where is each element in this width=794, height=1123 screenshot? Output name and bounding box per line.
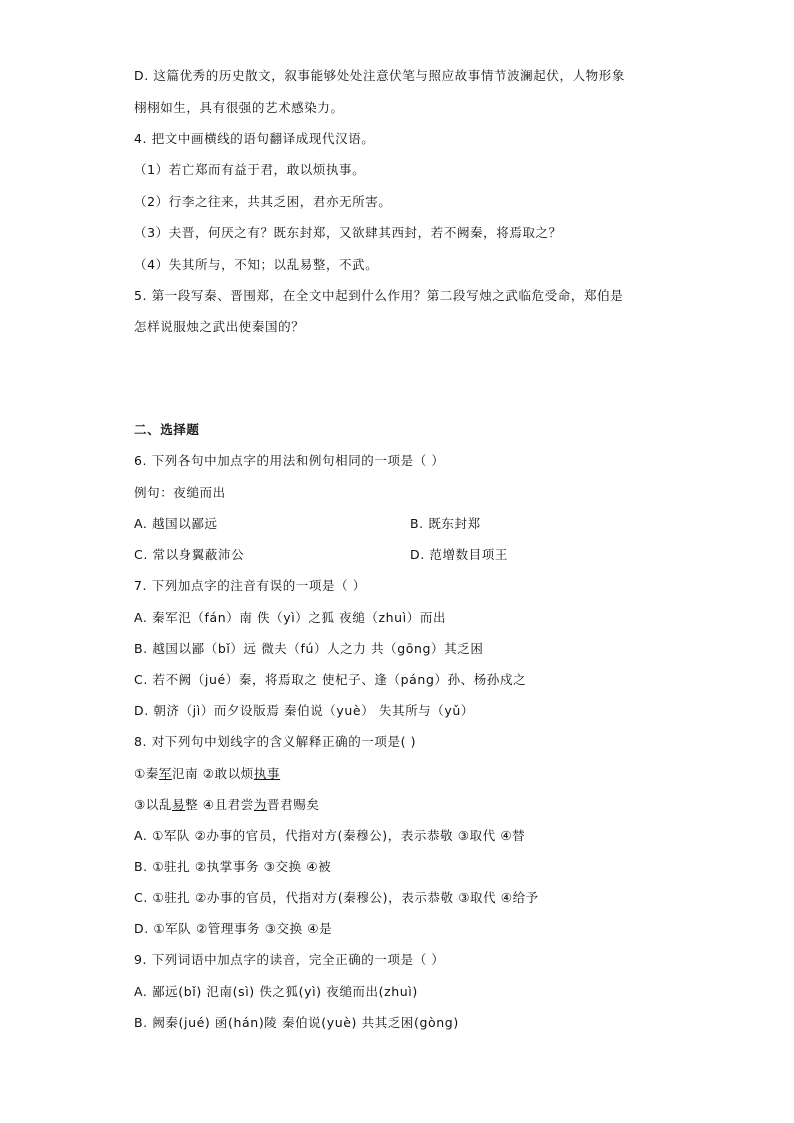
q3-option-d-line2: 栩栩如生，具有很强的艺术感染力。 bbox=[134, 100, 344, 115]
q8-s3-underlined: 易 bbox=[172, 797, 186, 812]
q8-s1-underlined: 军 bbox=[158, 766, 173, 781]
q8-s3-mid: 整 ④且君尝 bbox=[185, 797, 254, 812]
q5-line1: 5. 第一段写秦、晋围郑，在全文中起到什么作用？第二段写烛之武临危受命，郑伯是 bbox=[134, 288, 624, 303]
q8-option-d: D. ①军队 ②管理事务 ③交换 ④是 bbox=[134, 921, 333, 936]
q6-example: 例句：夜缒而出 bbox=[134, 485, 226, 500]
q8-s3-pre: ③以乱 bbox=[134, 797, 173, 812]
q9-option-b: B. 阙秦(jué) 函(hán)陵 秦伯说(yuè) 共其乏困(gòng) bbox=[134, 1015, 459, 1030]
q4-stem: 4. 把文中画横线的语句翻译成现代汉语。 bbox=[134, 131, 375, 146]
q3-option-d-line1: D. 这篇优秀的历史散文，叙事能够处处注意伏笔与照应故事情节波澜起伏，人物形象 bbox=[134, 68, 625, 83]
q8-s2-underlined: 执事 bbox=[253, 766, 281, 781]
section-title-choice: 二、选择题 bbox=[134, 422, 200, 437]
q9-stem: 9. 下列词语中加点字的读音，完全正确的一项是（ ） bbox=[134, 952, 445, 967]
q4-item-2: （2）行李之往来，共其乏困，君亦无所害。 bbox=[134, 194, 392, 209]
q9-option-a: A. 鄙远(bǐ) 氾南(sì) 佚之狐(yì) 夜缒而出(zhuì) bbox=[134, 984, 418, 999]
q8-s4-underlined: 为 bbox=[253, 797, 268, 812]
q7-option-d: D. 朝济（jì）而夕设版焉 秦伯说（yuè） 失其所与（yǔ） bbox=[134, 703, 474, 718]
q4-item-3: （3）夫晋，何厌之有？既东封郑，又欲肆其西封，若不阙秦，将焉取之？ bbox=[134, 225, 562, 240]
q7-option-c: C. 若不阙（jué）秦，将焉取之 使杞子、逢（páng）孙、杨孙戍之 bbox=[134, 672, 527, 687]
q8-s1-post: 氾南 ②敢以烦 bbox=[172, 766, 254, 781]
q8-option-a: A. ①军队 ②办事的官员，代指对方(秦穆公)，表示恭敬 ③取代 ④替 bbox=[134, 828, 526, 843]
q8-option-b: B. ①驻扎 ②执掌事务 ③交换 ④被 bbox=[134, 859, 332, 874]
q8-option-c: C. ①驻扎 ②办事的官员，代指对方(秦穆公)，表示恭敬 ③取代 ④给予 bbox=[134, 890, 539, 905]
q6-stem: 6. 下列各句中加点字的用法和例句相同的一项是（ ） bbox=[134, 453, 445, 468]
q8-sentences-1-2 bbox=[134, 766, 280, 782]
q5-line2: 怎样说服烛之武出使秦国的？ bbox=[134, 319, 305, 334]
q7-option-b: B. 越国以鄙（bǐ）远 微夫（fú）人之力 共（gōng）其乏困 bbox=[134, 641, 484, 656]
q7-option-a: A. 秦军氾（fán）南 佚（yì）之狐 夜缒（zhuì）而出 bbox=[134, 610, 447, 625]
q4-item-4: （4）失其所与，不知；以乱易整，不武。 bbox=[134, 257, 379, 272]
q6-option-b: B. 既东封郑 bbox=[410, 516, 481, 531]
q6-option-a: A. 越国以鄙远 bbox=[134, 516, 218, 531]
q8-s1-pre: ①秦 bbox=[134, 766, 159, 781]
q4-item-1: （1）若亡郑而有益于君，敢以烦执事。 bbox=[134, 162, 366, 177]
q8-s4-post: 晋君赐矣 bbox=[267, 797, 320, 812]
q7-stem: 7. 下列加点字的注音有误的一项是（ ） bbox=[134, 578, 366, 593]
q6-option-c: C. 常以身翼蔽沛公 bbox=[134, 547, 245, 562]
q8-sentences-3-4 bbox=[134, 797, 319, 813]
q6-option-d: D. 范增数目项王 bbox=[410, 547, 508, 562]
q8-stem: 8. 对下列句中划线字的含义解释正确的一项是( ) bbox=[134, 734, 417, 749]
